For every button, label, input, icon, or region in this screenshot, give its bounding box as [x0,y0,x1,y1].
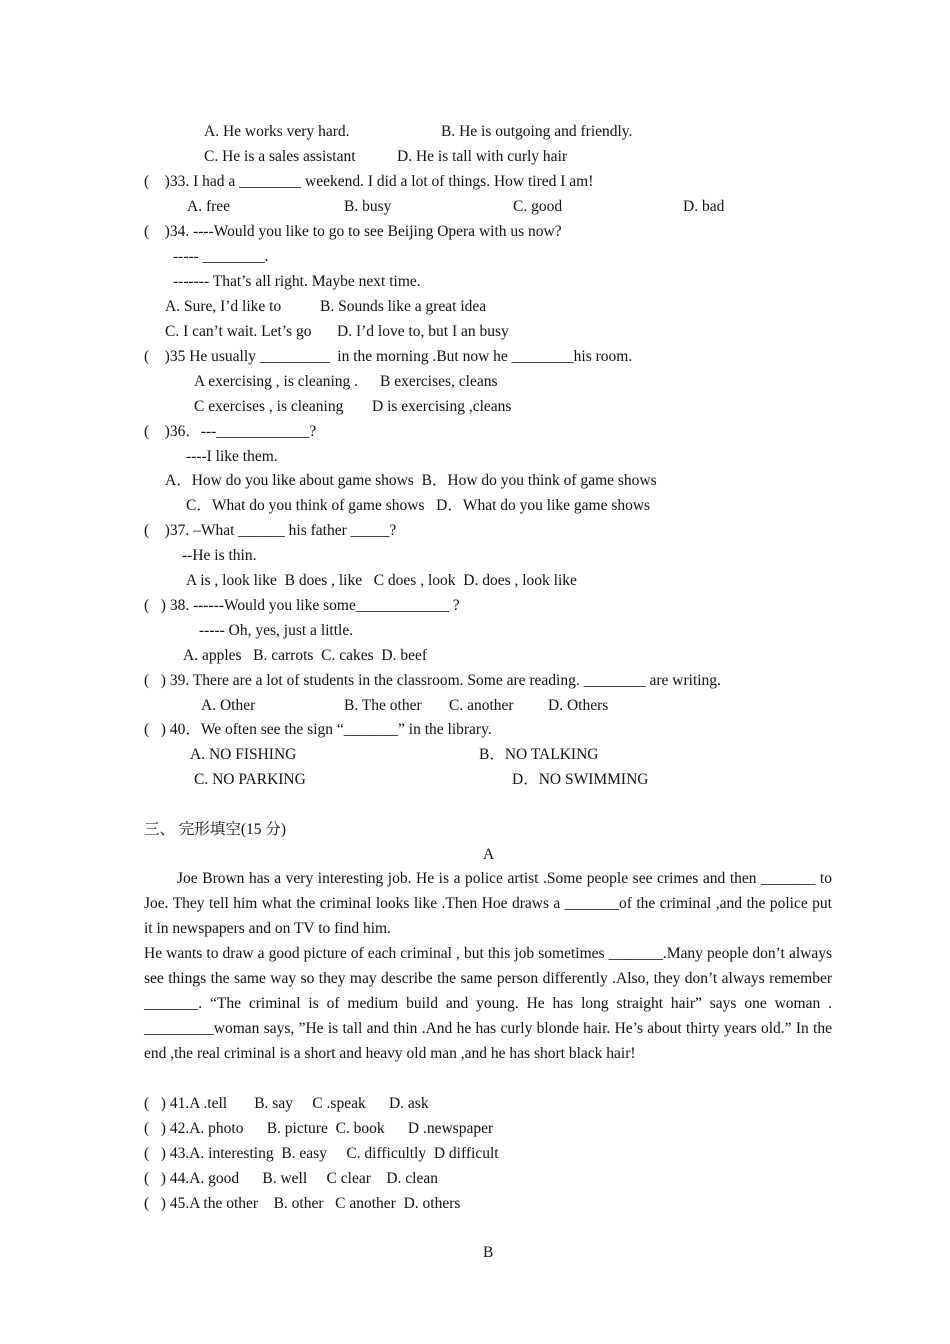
question-line: A. free [187,198,231,215]
cloze-passage-paragraph-1: Joe Brown has a very interesting job. He is a police artist .Some people see crimes and then _______ to Joe. They tell him what the criminal looks like .Then Hoe draws a _______of the criminal ,and the police put it in newspapers and on TV to find him. [144,870,832,937]
question-line: C. another [449,697,514,714]
question-line: ( ) 40．We often see the sign “_______” in the library. [144,721,492,738]
question-line: --He is thin. [182,547,257,564]
question-line: B exercises, cleans [380,373,498,390]
question-line: B. Sounds like a great idea [320,298,487,315]
question-line: A [483,846,495,863]
question-line: D．NO SWIMMING [512,771,649,788]
question-line: A. Sure, I’d like to [165,298,282,315]
question-line: 三、 完形填空(15 分) [144,821,287,838]
question-line: C. NO PARKING [194,771,306,788]
cloze-question-43: ( ) 43.A. interesting B. easy C. difficultly D difficult [144,1145,499,1162]
cloze-question-42: ( ) 42.A. photo B. picture C. book D .newspaper [144,1120,494,1137]
question-line: ( )36．---____________? [144,423,317,440]
section-b-heading: B [483,1244,494,1261]
question-line: ----- Oh, yes, just a little. [199,622,354,639]
question-line: ----I like them. [186,448,278,465]
question-line: A. NO FISHING [190,746,297,763]
question-line: B. The other [344,697,422,714]
question-line: D. bad [683,198,725,215]
cloze-question-41: ( ) 41.A .tell B. say C .speak D. ask [144,1095,429,1112]
question-line: D is exercising ,cleans [372,398,512,415]
cloze-question-45: ( ) 45.A the other B. other C another D. others [144,1195,461,1212]
question-line: ( )37. –What ______ his father _____? [144,522,397,539]
question-line: ------- That’s all right. Maybe next time. [173,273,421,290]
question-line: ( )35 He usually _________ in the morning .But now he ________his room. [144,348,633,365]
question-line: B. busy [344,198,392,215]
question-line: A．How do you like about game shows B．How do you think of game shows [165,472,657,489]
cloze-passage-paragraph-2: He wants to draw a good picture of each criminal , but this job sometimes _______.Many people don’t always see things the same way so they may describe the same person differently .Also, they don’t always remember _______. “The criminal is of medium build and young. He has long straight hair” says one woman . _________woman says, ”He is tall and thin .And he has curly blonde hair. He’s about thirty years old.” In the end ,the real criminal is a short and heavy old man ,and he has short black hair! [144,945,832,1062]
question-line: A exercising , is cleaning . [194,373,358,390]
question-line: ( ) 38. ------Would you like some____________ ? [144,597,460,614]
question-line: ----- ________. [173,248,269,265]
question-line: ( )33. I had a ________ weekend. I did a lot of things. How tired I am! [144,173,594,190]
question-line: D. I’d love to, but I an busy [337,323,509,340]
question-line: ( )34. ----Would you like to go to see Beijing Opera with us now? [144,223,562,240]
question-line: C. He is a sales assistant [204,148,356,165]
question-line: C exercises , is cleaning [194,398,344,415]
question-line: C. I can’t wait. Let’s go [165,323,312,340]
question-line: A. Other [201,697,256,714]
question-line: A. apples B. carrots C. cakes D. beef [183,647,428,664]
question-line: A. He works very hard. [204,123,350,140]
question-line: D. He is tall with curly hair [397,148,568,165]
question-line: D. Others [548,697,609,714]
question-line: A is , look like B does , like C does , look D. does , look like [186,572,577,589]
question-line: B．NO TALKING [479,746,599,763]
question-line: C．What do you think of game shows D．What do you like game shows [186,497,651,514]
cloze-question-44: ( ) 44.A. good B. well C clear D. clean [144,1170,439,1187]
question-line: B. He is outgoing and friendly. [441,123,633,140]
question-line: ( ) 39. There are a lot of students in the classroom. Some are reading. ________ are writing. [144,672,721,689]
question-line: C. good [513,198,563,215]
